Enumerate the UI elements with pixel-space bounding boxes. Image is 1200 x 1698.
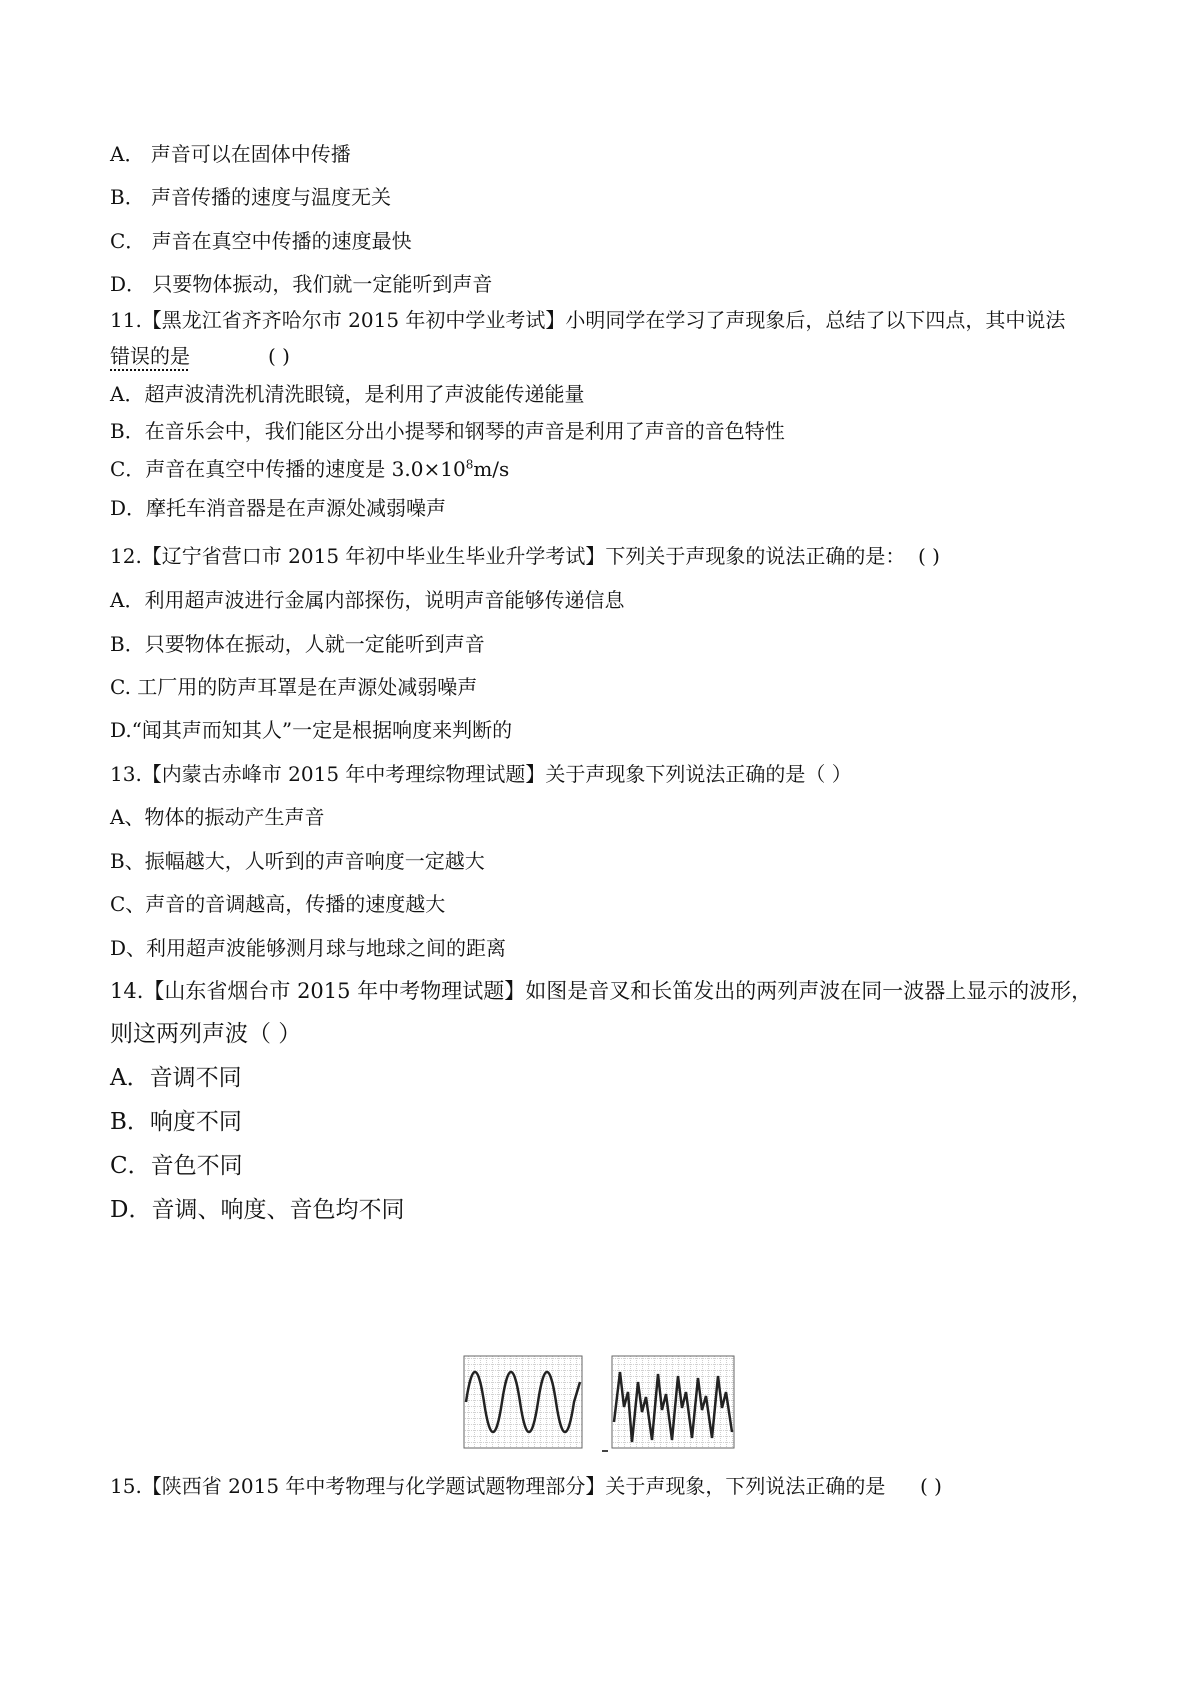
q12-option-b: B．只要物体在振动，人就一定能听到声音 (110, 632, 485, 656)
q13-option-b: B、振幅越大，人听到的声音响度一定越大 (110, 849, 485, 873)
q12-option-a: A．利用超声波进行金属内部探伤，说明声音能够传递信息 (110, 588, 625, 612)
q11-option-c-unit: m/s (473, 457, 510, 481)
q11-option-c-text: C．声音在真空中传播的速度是 3.0×10 (110, 457, 466, 481)
q10-option-c: C． 声音在真空中传播的速度最快 (110, 229, 412, 253)
q11-option-c (110, 455, 509, 483)
q13-option-d: D、利用超声波能够测月球与地球之间的距离 (110, 936, 507, 960)
q12-answer-paren: ( ) (918, 544, 940, 568)
q14-option-d: D．音调、响度、音色均不同 (110, 1197, 405, 1223)
q13-stem: 13.【内蒙古赤峰市 2015 年中考理综物理试题】关于声现象下列说法正确的是（ ） (110, 762, 852, 786)
q12-stem: 12.【辽宁省营口市 2015 年初中毕业生毕业升学考试】下列关于声现象的说法正确的是： (110, 544, 906, 568)
q11-stem-line2-text: 错误的是 (110, 344, 190, 368)
q10-option-d: D． 只要物体振动，我们就一定能听到声音 (110, 272, 493, 296)
q10-option-a: A． 声音可以在固体中传播 (110, 142, 351, 166)
q12-option-c: C. 工厂用的防声耳罩是在声源处减弱噪声 (110, 675, 478, 699)
flute-waveform-panel (612, 1356, 734, 1448)
q15-stem: 15.【陕西省 2015 年中考物理与化学题试题物理部分】关于声现象，下列说法正确的是 (110, 1474, 886, 1498)
q11-option-d: D．摩托车消音器是在声源处减弱噪声 (110, 496, 447, 520)
q13-option-a: A、物体的振动产生声音 (110, 805, 325, 829)
q11-option-a: A．超声波清洗机清洗眼镜，是利用了声波能传递能量 (110, 382, 585, 406)
q14-option-a: A．音调不同 (110, 1065, 242, 1091)
q11-stem-line1: 11.【黑龙江省齐齐哈尔市 2015 年初中学业考试】小明同学在学习了声现象后，总结了以下四点，其中说法 (110, 308, 1066, 332)
q11-answer-paren: ( ) (268, 344, 290, 368)
q13-option-c: C、声音的音调越高，传播的速度越大 (110, 892, 446, 916)
q11-stem-line2 (110, 342, 190, 370)
q14-stem-line1: 14.【山东省烟台市 2015 年中考物理试题】如图是音叉和长笛发出的两列声波在同一波器上显示的波形， (110, 979, 1093, 1003)
q14-option-c: C．音色不同 (110, 1153, 243, 1179)
q10-option-b: B． 声音传播的速度与温度无关 (110, 185, 392, 209)
q11-option-c-exponent: 8 (465, 457, 474, 472)
q11-option-b: B．在音乐会中，我们能区分出小提琴和钢琴的声音是利用了声音的音色特性 (110, 419, 785, 443)
q12-option-d: D.“闻其声而知其人”一定是根据响度来判断的 (110, 718, 513, 742)
q14-option-b: B．响度不同 (110, 1109, 242, 1135)
waveform-figure (462, 1352, 744, 1458)
q15-answer-paren: ( ) (920, 1474, 942, 1498)
tuning-fork-waveform-panel (464, 1356, 582, 1448)
q14-stem-line2: 则这两列声波（ ） (110, 1021, 302, 1047)
